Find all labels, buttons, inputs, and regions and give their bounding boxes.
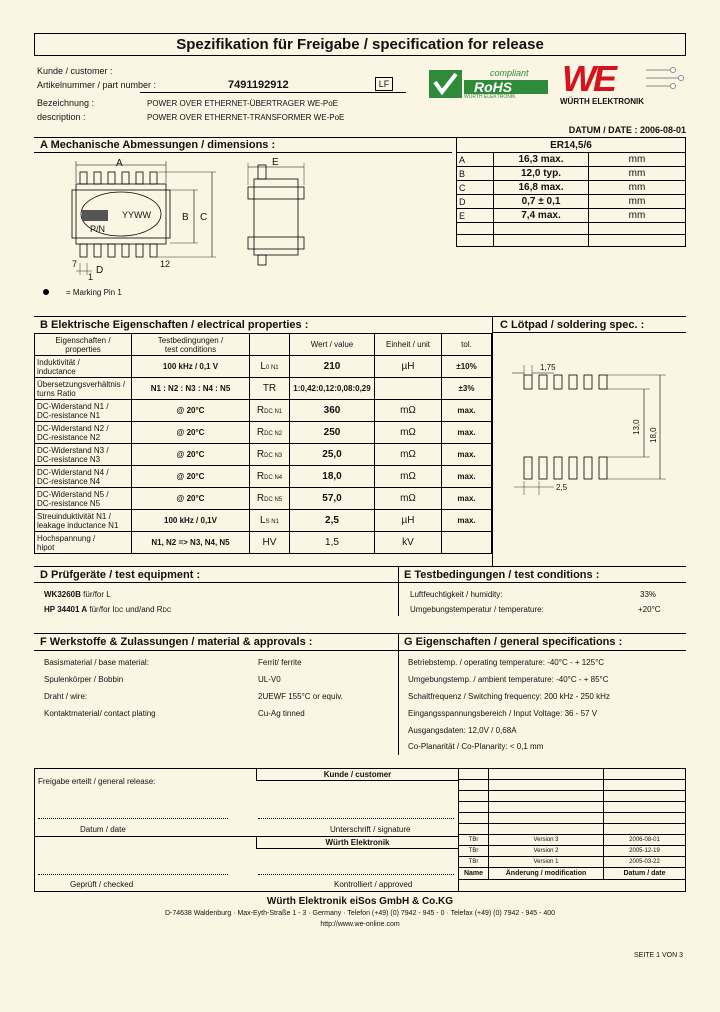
general-spec-1: Betriebstemp. / operating temperature: -40°C - + 125°C [408,658,605,667]
freigabe-label: Freigabe erteilt / general release: [38,777,156,786]
description-label: description : [37,112,86,122]
material-value-3: 2UEWF 155°C or equiv. [258,692,343,701]
table-row: Übersetzungsverhältnis / turns Ratio N1 : N2 : N3 : N4 : N5 TR 1:0,42:0,12:0,08:0,29 ±3% [35,378,492,400]
test-equipment-1: WK3260B für/for L [44,590,111,599]
lf-badge: LF [375,77,393,91]
electrical-table: Eigenschaften / properties Testbedingungen / test conditions Wert / value Einheit / unit tol. Induktivität / inductance 100 kHz / 0,1 V L0 N1 210 µH ±10% Übersetzungsverhältnis / turns Ratio N1 : N2 : N3 : N4 : N5 TR 1:0,42:0,12:0,08:0,29 ±3% DC-Widerstand N1 / DC-resistance N1 @ 20°C RDC N1 360 mΩ max. DC-Widerstand N2 / DC-resistance N2 @ 20°C RDC N2 250 mΩ max. DC-Widerstand N3 / DC-resistance N3 @ 20°C RDC N3 25,0 mΩ max. DC-Widerstand N4 / DC-resistance N4 @ 20°C RDC N4 18,0 mΩ max. DC-Widerstand N5 / DC-resistance N5 @ 20°C RDC N5 57,0 mΩ max. Streuinduktivität N1 / leakage inductance N1 100 kHz / 0,1V LS N1 2,5 µH max. Hochspannung / hipot N1, N2 => N3, N4, N5 HV 1,5 kV [34,333,492,554]
dim-label-d: D [96,265,104,276]
bezeichnung-label: Bezeichnung : [37,98,95,108]
part-underline [140,92,406,93]
pad-outer-label: 18,0 [649,427,658,443]
section-e-title: E Testbedingungen / test conditions : [404,569,600,581]
table-row: DC-Widerstand N1 / DC-resistance N1 @ 20°C RDC N1 360 mΩ max. [35,400,492,422]
humidity-label: Luftfeuchtigkeit / humidity: [410,590,503,599]
description-value: POWER OVER ETHERNET-TRANSFORMER WE-PoE [147,113,345,122]
general-spec-5: Ausgangsdaten: 12,0V / 0,68A [408,726,517,735]
part-number: 7491192912 [228,79,289,91]
dim-label-b: B [182,212,189,223]
material-value-1: Ferrit/ ferrite [258,658,302,667]
table-row: B 12,0 typ. mm [457,167,686,181]
table-row: Streuinduktivität N1 / leakage inductance N1 100 kHz / 0,1V LS N1 2,5 µH max. [35,510,492,532]
release-date: DATUM / DATE : 2006-08-01 [568,125,686,135]
footer-address: D-74638 Waldenburg · Max-Eyth-Straße 1 - 3 · Germany · Telefon (+49) (0) 7942 - 945 - 0 · Telefax (+49) (0) 7942 - 945 - 400 [164,910,556,917]
section-b-title: B Elektrische Eigenschaften / electrical properties : [40,319,309,331]
footer-url[interactable]: http://www.we-online.com [320,921,400,928]
table-row: Induktivität / inductance 100 kHz / 0,1 V L0 N1 210 µH ±10% [35,356,492,378]
table-row: C 16,8 max. mm [457,181,686,195]
material-label-3: Draht / wire: [44,692,88,701]
general-spec-6: Co-Planarität / Co-Planarity: < 0,1 mm [408,742,544,751]
customer-label: Kunde / customer : [37,66,113,76]
datum-label: Datum / date [80,825,126,834]
page-number: SEITE 1 VON 3 [634,952,684,959]
temperature-value: +20°C [638,605,661,614]
humidity-value: 33% [640,590,657,599]
kontrolliert-label: Kontrolliert / approved [334,880,413,889]
marking-pn: P/N [90,224,106,234]
dim-label-c: C [200,212,208,223]
geprueft-label: Geprüft / checked [70,880,134,889]
part-label: Artikelnummer / part number : [37,80,157,90]
material-label-4: Kontaktmaterial/ contact plating [44,709,156,718]
pad-width-label: 1,75 [540,363,556,372]
page-title: Spezifikation für Freigabe / specification for release [176,36,544,53]
table-row: A 16,3 max. mm [457,153,686,167]
table-row: TBr Version 3 2006-08-01 [459,835,686,846]
bezeichnung-value: POWER OVER ETHERNET-ÜBERTRAGER WE-PoE [147,99,338,108]
general-spec-2: Umgebungstemp. / ambient temperature: -40°C - + 85°C [408,675,609,684]
kunde-header: Kunde / customer [256,769,458,781]
marking-yyww: YYWW [122,210,151,220]
material-value-2: UL-V0 [258,675,281,684]
footer-company: Würth Elektronik eiSos GmbH & Co.KG [266,896,454,907]
pad-inner-label: 13,0 [632,419,641,435]
we-logo: WE WÜRTH ELEKTRONIK [560,64,686,106]
table-row: D 0,7 ± 0,1 mm [457,195,686,209]
mechanical-drawing [36,155,336,305]
table-row: DC-Widerstand N5 / DC-resistance N5 @ 20°C RDC N5 57,0 mΩ max. [35,488,492,510]
dim-label-a: A [116,158,123,169]
test-equipment-2: HP 34401 A für/for IDC und/and RDC [44,605,172,614]
temperature-label: Umgebungstemperatur / temperature: [410,605,544,614]
section-c-title: C Lötpad / soldering spec. : [500,319,645,331]
material-label-1: Basismaterial / base material: [44,658,149,667]
table-row: Hochspannung / hipot N1, N2 => N3, N4, N5 HV 1,5 kV [35,532,492,554]
wurth-header: Würth Elektronik [256,837,458,849]
table-row: E 7,4 max. mm [457,209,686,223]
table-row: TBr Version 1 2005-03-22 [459,857,686,868]
material-value-4: Cu-Ag tinned [258,709,305,718]
section-g-title: G Eigenschaften / general specifications : [404,636,623,648]
title-box [34,33,686,56]
pin7-label: 7 [72,259,78,269]
material-label-2: Spulenkörper / Bobbin [44,675,124,684]
rohs-logo: compliant RoHS WÜRTH ELEKTRONIK [428,66,550,102]
general-spec-3: Schaltfrequenz / Switching frequency: 200 kHz - 250 kHz [408,692,610,701]
marking-pin-note: = Marking Pin 1 [66,288,122,297]
unterschrift-label: Unterschrift / signature [330,825,411,834]
section-d-title: D Prüfgeräte / test equipment : [40,569,201,581]
section-f-title: F Werkstoffe & Zulassungen / material & approvals : [40,636,313,648]
section-a-title: A Mechanische Abmessungen / dimensions : [40,139,276,151]
general-spec-4: Eingangsspannungsbereich / Input Voltage: 36 - 57 V [408,709,598,718]
pin12-label: 12 [160,259,171,269]
version-table: TBr Version 3 2006-08-01 TBr Version 2 2005-12-19 TBr Version 1 2005-03-22 Name Änderung / modification Datum / date [458,768,686,880]
soldering-pad-drawing [494,335,686,495]
table-row: DC-Widerstand N4 / DC-resistance N4 @ 20°C RDC N4 18,0 mΩ max. [35,466,492,488]
table-row: DC-Widerstand N2 / DC-resistance N2 @ 20°C RDC N2 250 mΩ max. [35,422,492,444]
table-row: TBr Version 2 2005-12-19 [459,846,686,857]
pad-pitch-label: 2,5 [556,483,568,492]
dimensions-table: ER14,5/6 A 16,3 max. mm B 12,0 typ. mm C 16,8 max. mm D 0,7 ± 0,1 mm E 7,4 max. mm [456,137,686,247]
pin1-label: 1 [88,272,94,282]
table-row: DC-Widerstand N3 / DC-resistance N3 @ 20°C RDC N3 25,0 mΩ max. [35,444,492,466]
dim-label-e: E [272,157,279,168]
